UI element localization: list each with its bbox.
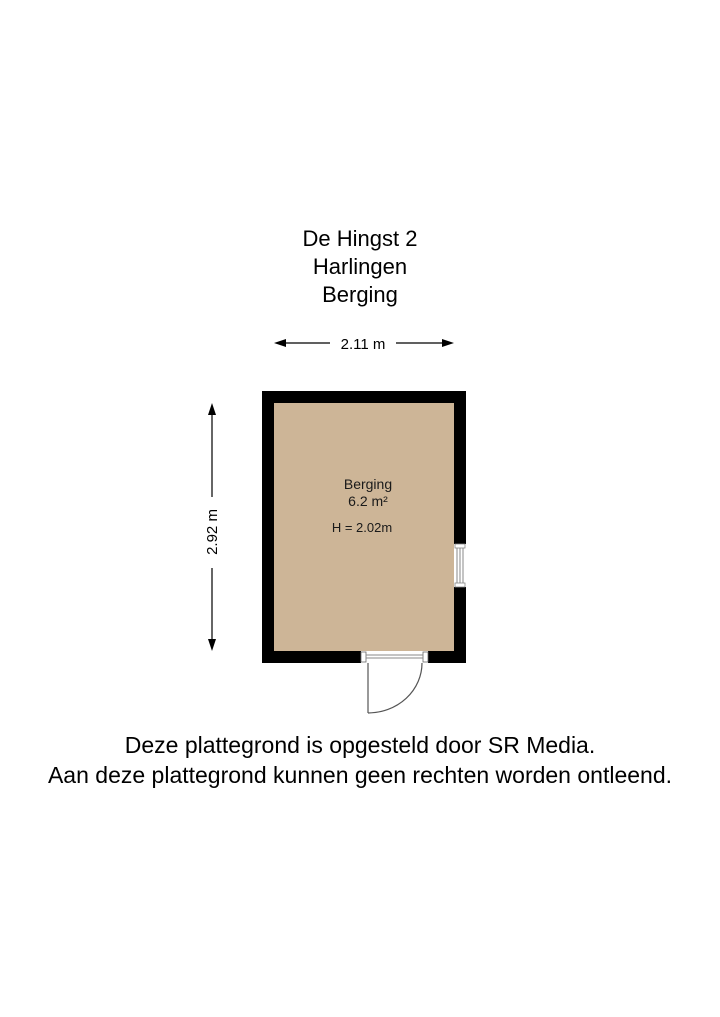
arrow-left-icon [274, 339, 286, 347]
window [454, 544, 466, 587]
floor-label: Berging [322, 282, 398, 307]
height-dimension [204, 403, 221, 651]
room-ceiling-height: H = 2.02m [331, 520, 393, 535]
arrow-down-icon [208, 639, 216, 651]
width-dimension [274, 336, 454, 353]
arrow-right-icon [442, 339, 454, 347]
arrow-up-icon [208, 403, 216, 415]
city-label: Harlingen [312, 254, 408, 279]
disclaimer-line-1: Deze plattegrond is opgesteld door SR Media. [124, 732, 596, 758]
disclaimer [0, 730, 720, 790]
address-label: De Hingst 2 [302, 226, 418, 251]
door [361, 651, 428, 713]
disclaimer-line-2: Aan deze plattegrond kunnen geen rechten worden ontleend. [47, 762, 673, 788]
room-name: Berging [343, 476, 393, 492]
room-area: 6.2 m² [348, 493, 388, 509]
width-dimension-label: 2.11 m [340, 336, 386, 353]
door-swing-arc [368, 663, 422, 713]
height-dimension-label: 2.92 m [204, 509, 221, 555]
